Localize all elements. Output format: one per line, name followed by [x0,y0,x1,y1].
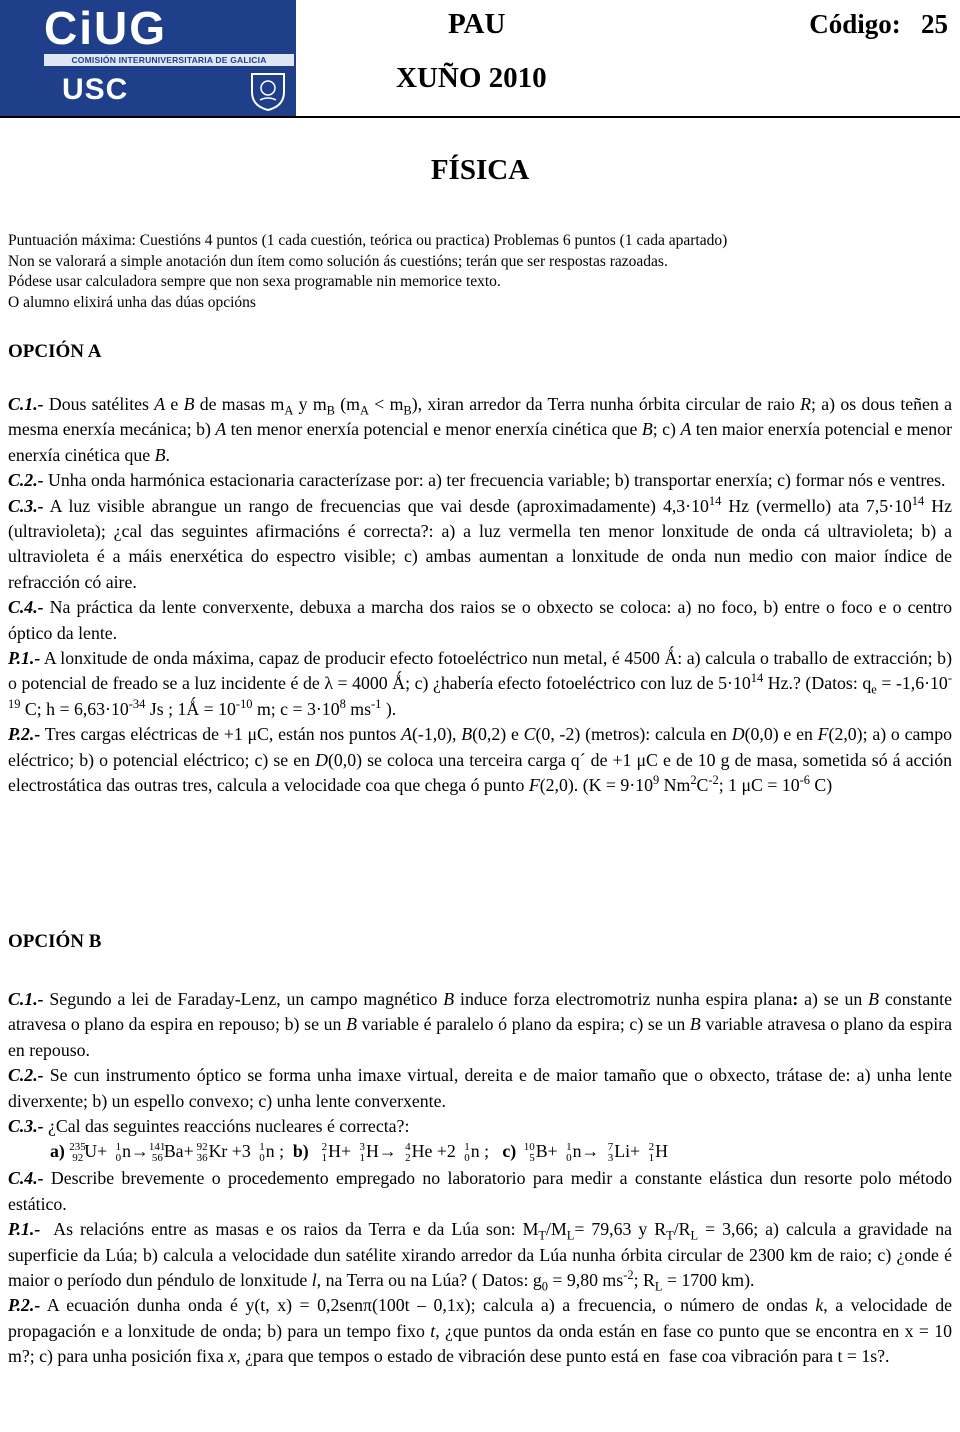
instruction-line: O alumno elixirá unha das dúas opcións [8,293,256,311]
question-label: P.1.- [8,648,41,669]
question-text: ¿Cal das seguintes reaccións nucleares é correcta?: [48,1116,410,1137]
instruction-line: Non se valorará a simple anotación dun ítem como solución ás cuestións; terán que ser respostas razoadas. [8,252,668,270]
question-label: P.1.- [8,1219,41,1240]
nuclear-reactions: a) 235 92 U+ 1 0 n→ 141 56 Ba+ 92 36 Kr +3 1 0 n ; b) 2 1 H+ 3 1 H→ 4 2 He +2 1 0 n ; c) 10 5 B+ 1 0 n→ 7 3 Li+ 2 1 H [50,1141,668,1165]
exam-session: XUÑO 2010 [396,62,547,94]
option-a-questions [8,392,952,799]
logo-subtitle: COMISIÓN INTERUNIVERSITARIA DE GALICIA [44,54,294,66]
question-b-c1: C.1.- Segundo a lei de Faraday-Lenz, un campo magnético B induce forza electromotriz nunha espira plana: a) se un B constante atravesa o plano da espira en repouso; b) se un B variable é paralelo ó plano da espira; c) se un B variable atravesa o plano da espira en repouso. [8,989,952,1060]
header-divider [0,116,960,118]
problem-a-p1: P.1.- A lonxitude de onda máxima, capaz de producir efecto fotoeléctrico nun metal, é 4500 Ǻ: a) calcula o traballo de extracción; b) o potencial de freado se a luz incidente é de λ = 4000 Ǻ; c) ¿habería efecto fotoeléctrico con luz de $5\cdot 10^{14}$ Hz.? (Datos: $q_e = -1,6\cdot 10^{-19}$ C; $h = 6,63\cdot 10^{-34}$ Js ; 1Ǻ = $10^{-10}$ m; $c = 3\cdot 10^8$ $ms^{-1}$ ). [8,648,952,719]
question-label: C.4.- [8,597,44,618]
subject-title: FÍSICA [430,154,530,186]
option-b-questions [8,987,952,1370]
question-label: P.2.- [8,724,41,745]
logo-ciug-text: CiUG [44,2,167,54]
question-label: C.2.- [8,470,44,491]
question-a-c3: C.3.- A luz visible abrangue un rango de frecuencias que vai desde (aproximadamente) $4,3\cdot 10^{14}$ Hz (vermello) ata $7,5\cdot 10^{14}$ Hz (ultravioleta); ¿cal das seguintes afirmacións é correcta?: a) a luz vermella ten menor lonxitude de onda cá ultravioleta; b) a ultravioleta é a máis enerxética do espectro visible; c) ambas aumentan a lonxitude de onda nun medio con maior índice de refracción có aire. [8,493,952,592]
question-text: Describe brevemente o procedemento empregado no laboratorio para medir a constante elástica dun resorte polo método estático. [8,1168,952,1214]
question-text: Unha onda harmónica estacionaria caracterízase por: a) ter frecuencia variable; b) transportar enerxía; c) formar nós e ventres. [48,470,946,491]
question-label: C.2.- [8,1065,44,1086]
option-a-heading: OPCIÓN A [8,341,102,362]
problem-a-p2: P.2.- Tres cargas eléctricas de +1 μC, están nos puntos A(-1,0), B(0,2) e C(0, -2) (metros): calcula en D(0,0) e en F(2,0); a) o campo eléctrico; b) o potencial eléctrico; c) se en D(0,0) se coloca una terceira carga q´ de +1 μC e de 10 g de masa, sometida só á acción electrostática das outras tres, calcula a velocidade coa que chega ó punto F(2,0). ($K = 9\cdot 10^9$ $Nm^2C^{-2}$; 1 $\mu C = 10^{-6}$ C) [8,724,953,796]
question-text: Se cun instrumento óptico se forma unha imaxe virtual, dereita e de maior tamaño que o obxecto, trátase de: a) unha lente diverxente; b) un espello convexo; c) unha lente converxente. [8,1065,952,1111]
question-b-c4 [8,1166,952,1217]
question-a-c4 [8,595,952,646]
question-a-c1: C.1.- Dous satélites A e B de masas $m_A$ y $m_B$ $(m_A < m_B)$, xiran arredor da Terra nunha órbita circular de raio R; a) os dous teñen a mesma enerxía mecánica; b) A ten menor enerxía potencial e menor enerxía cinética que B; c) A ten maior enerxía potencial e menor enerxía cinética que B. [8,394,953,465]
question-a-c2 [8,468,952,493]
question-label: P.2.- [8,1295,41,1316]
question-label: C.1.- [8,989,44,1009]
question-label: C.3.- [8,495,44,516]
question-label: C.1.- [8,394,44,414]
question-label: C.4.- [8,1168,44,1189]
ciug-logo [0,0,296,116]
instructions [8,231,952,313]
exam-code: Código: 25 [809,9,948,39]
question-text: Na práctica da lente converxente, debuxa a marcha dos raios se o obxecto se coloca: a) no foco, b) entre o foco e o centro óptico da lente. [8,597,952,643]
problem-b-p2: P.2.- A ecuación dunha onda é y(t, x) = 0,2senπ(100t – 0,1x); calcula a) a frecuencia, o número de ondas k, a velocidade de propagación e a lonxitude de onda; b) para un tempo fixo t, ¿que puntos da onda están en fase co punto que se encontra en x = 10 m?; c) para unha posición fixa x, ¿para que tempos o estado de vibración dese punto está en fase coa vibración para t = 1s?. [8,1295,953,1367]
usc-crest-icon [248,70,288,112]
instruction-line: Puntuación máxima: Cuestións 4 puntos (1 cada cuestión, teórica ou practica) Problemas 6 puntos (1 cada apartado) [8,232,728,249]
instruction-line: Pódese usar calculadora sempre que non sexa programable nin memorice texto. [8,273,501,290]
question-b-c2 [8,1063,952,1114]
option-b-heading: OPCIÓN B [8,931,102,952]
problem-b-p1: P.1.- As relacións entre as masas e os raios da Terra e da Lúa son: $M_T/M_L= 79,63$ y $R_T/R_L = 3,66$; a) calcula a gravidade na superficie da Lúa; b) calcula a velocidade dun satélite xirando arredor da Lúa nunha órbita circular de 2300 km de raio; c) ¿onde é maior o período dun péndulo de lonxitude l, na Terra ou na Lúa? ( Datos: $g_0 = 9,80$ $ms^{-2}$; $R_L = 1700$ km). [8,1219,952,1294]
exam-pau: PAU [448,8,506,40]
question-label: C.3.- [8,1116,44,1137]
question-b-c3 [8,1114,952,1139]
logo-usc-text: USC [62,73,129,106]
